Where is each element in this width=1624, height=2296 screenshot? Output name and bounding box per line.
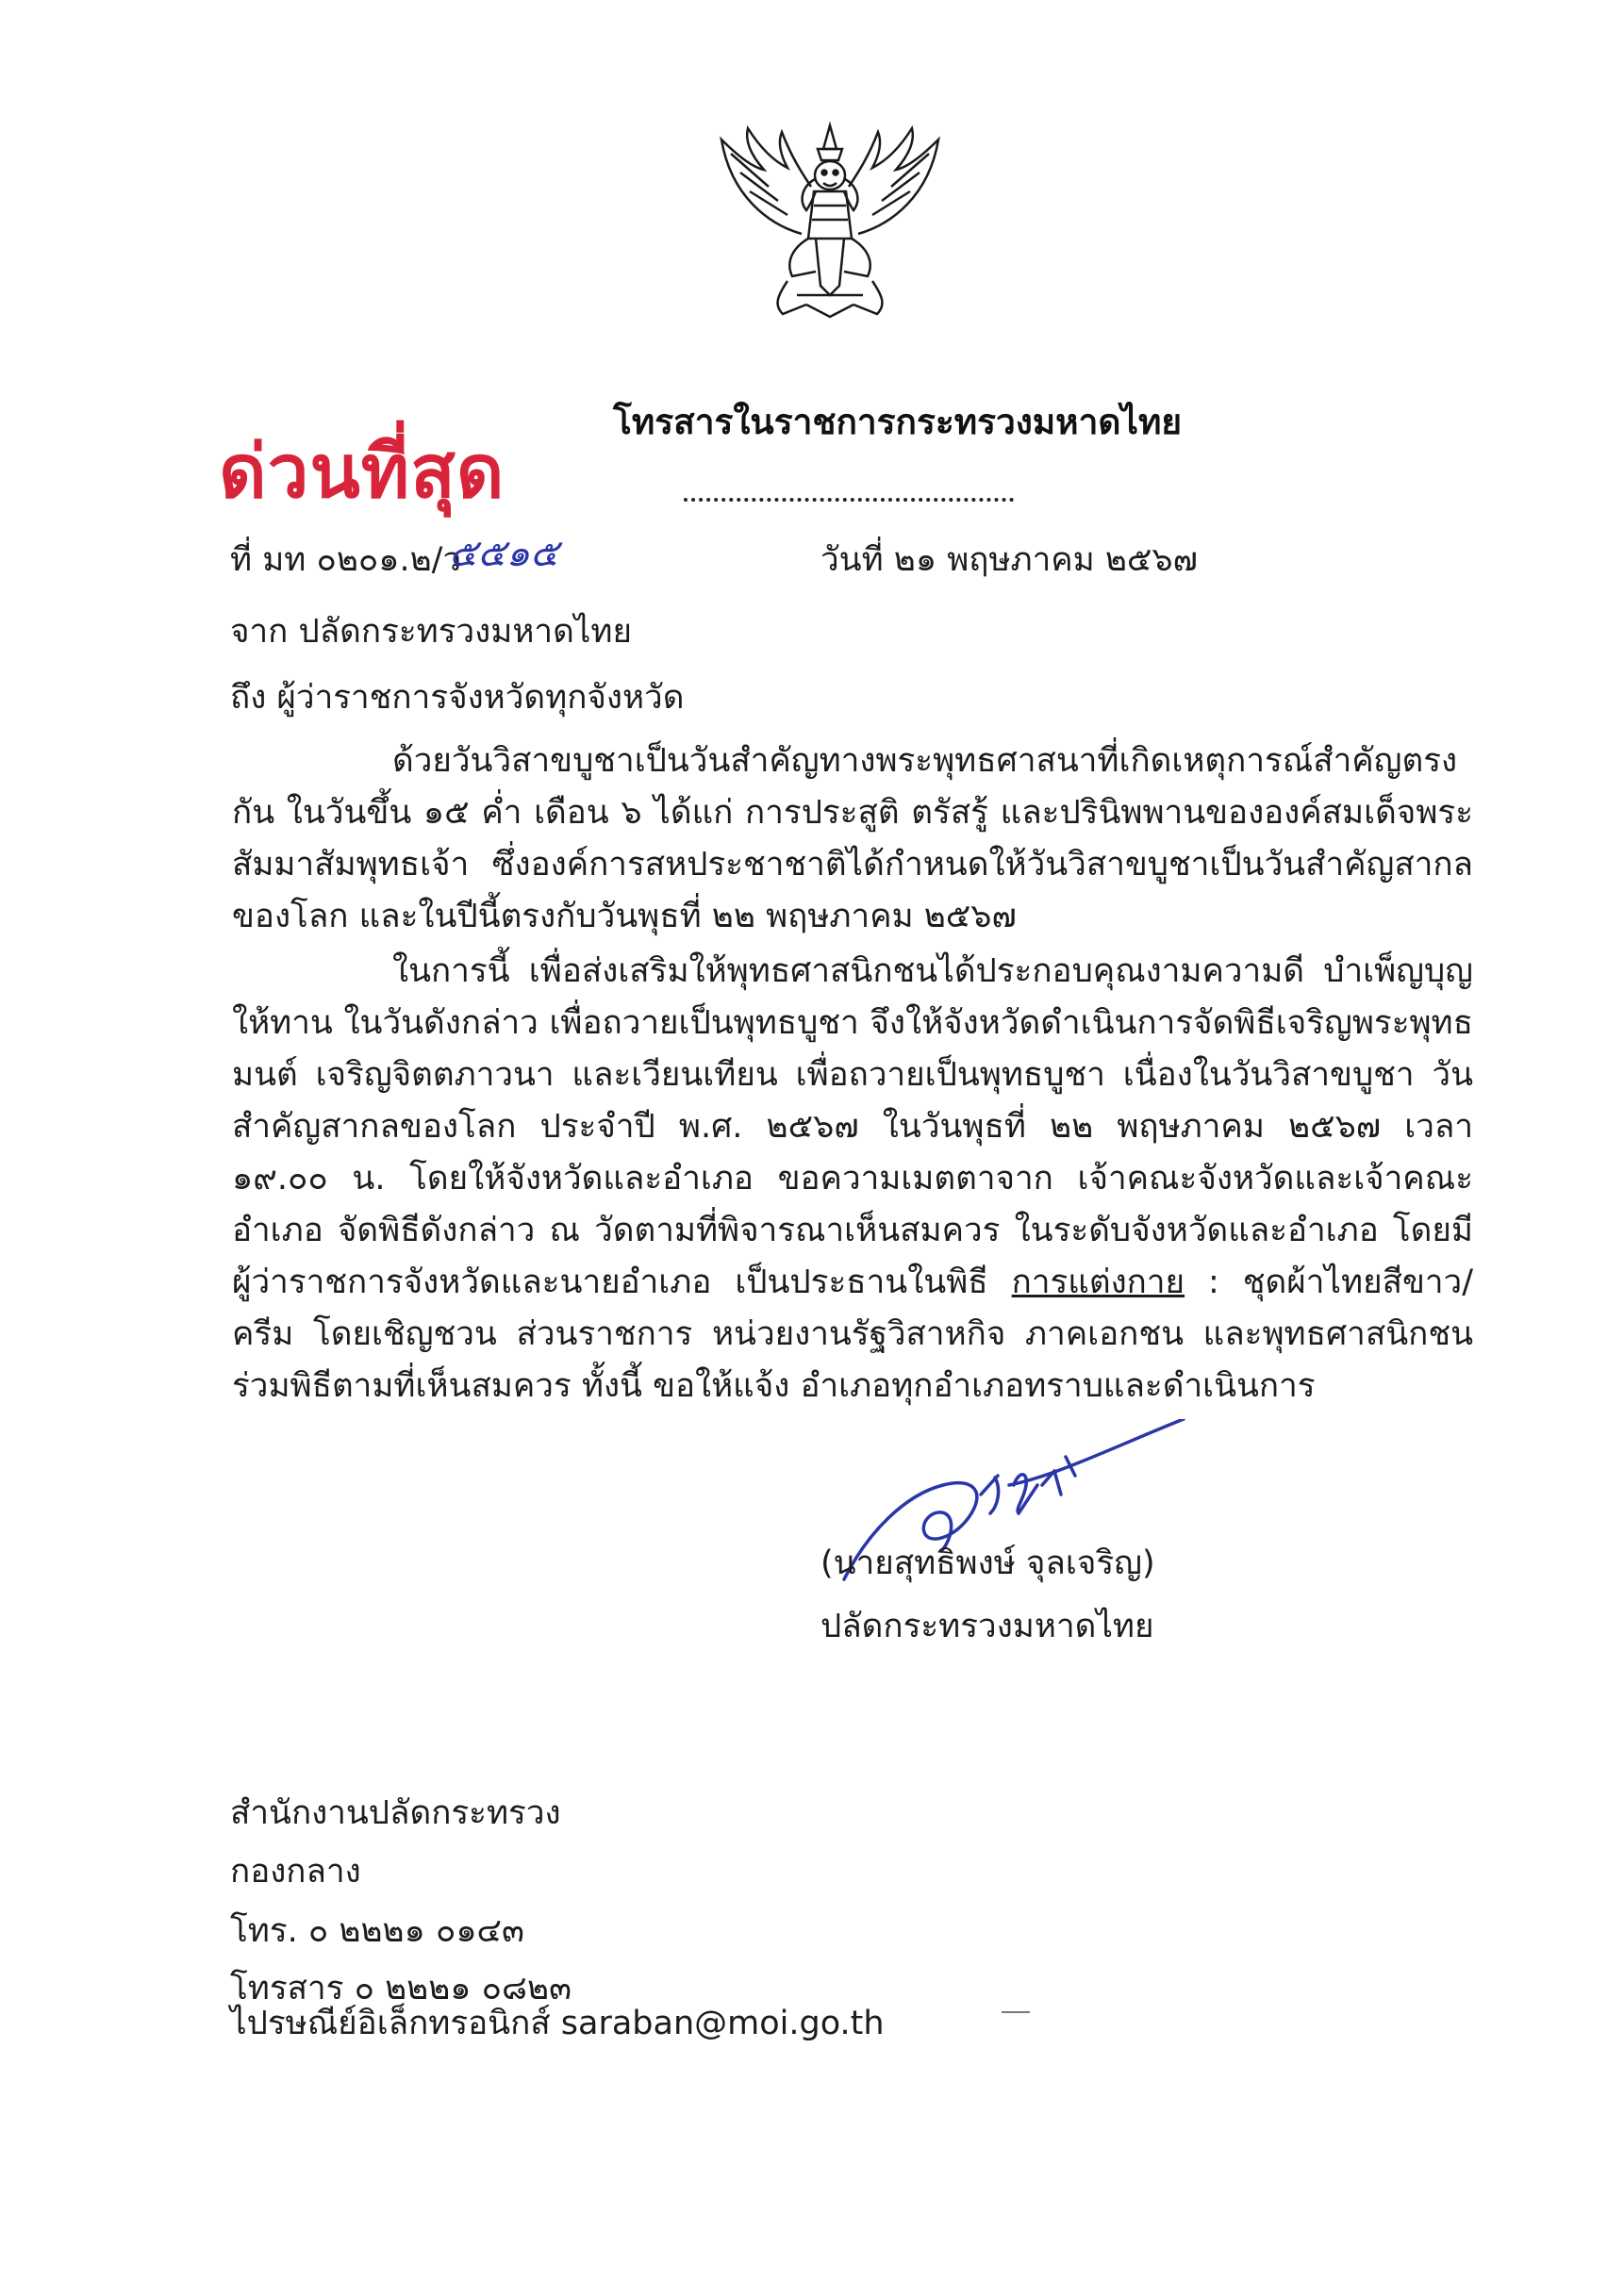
document-date: วันที่ ๒๑ พฤษภาคม ๒๕๖๗ [820, 541, 1198, 579]
signatory-position: ปลัดกระทรวงมหาดไทย [820, 1608, 1154, 1645]
body-paragraph-2 [232, 946, 1473, 1412]
from-line: จาก ปลัดกระทรวงมหาดไทย [230, 613, 632, 651]
signatory-name: (นายสุทธิพงษ์ จุลเจริญ) [820, 1544, 1155, 1582]
title-dotted-line [684, 498, 1014, 502]
urgency-stamp: ด่วนที่สุด [219, 429, 505, 515]
footer-phone: โทร. ๐ ๒๒๒๑ ๐๑๔๓ [230, 1912, 524, 1950]
document-type-title: โทรสารในราชการกระทรวงมหาดไทย [613, 402, 1183, 442]
reference-label: ที่ มท ๐๒๐๑.๒/ว [230, 541, 462, 579]
paragraph-2-part-b: : ชุดผ้าไทยสีขาว/ครีม โดยเชิญชวน ส่วนราชการ หน่วยงานรัฐวิสาหกิจ ภาคเอกชน และพุทธศาสนิกชนร่วมพิธีตามที่เห็นสมควร ทั้งนี้ ขอให้แจ้ง อำเภอทุกอำเภอทราบและดำเนินการ [232, 1264, 1473, 1405]
paragraph-2-part-a: ในการนี้ เพื่อส่งเสริมให้พุทธศาสนิกชนได้ประกอบคุณงามความดี บำเพ็ญบุญให้ทาน ในวันดังกล่าว เพื่อถวายเป็นพุทธบูชา จึงให้จังหวัดดำเนินการจัดพิธีเจริญพระพุทธมนต์ เจริญจิตตภาวนา และเวียนเทียน เพื่อถวายเป็นพุทธบูชา เนื่องในวันวิสาขบูชา วันสำคัญสากลของโลก ประจำปี พ.ศ. ๒๕๖๗ ในวันพุธที่ ๒๒ พฤษภาคม ๒๕๖๗ เวลา ๑๙.๐๐ น. โดยให้จังหวัดและอำเภอ ขอความเมตตาจาก เจ้าคณะจังหวัดและเจ้าคณะอำเภอ จัดพิธีดังกล่าว ณ วัดตามที่พิจารณาเห็นสมควร ในระดับจังหวัดและอำเภอ โดยมีผู้ว่าราชการจังหวัดและนายอำเภอ เป็นประธานในพิธี [232, 952, 1473, 1301]
footer-fax: โทรสาร ๐ ๒๒๒๑ ๐๘๒๓ [230, 1970, 572, 2007]
footer-office: สำนักงานปลัดกระทรวง [230, 1794, 561, 1832]
dress-code-label: การแต่งกาย [1011, 1264, 1185, 1301]
footer-division: กองกลาง [230, 1853, 361, 1891]
garuda-emblem-icon [712, 121, 948, 319]
reference-number-handwritten: ๕๕๑๕ [449, 532, 559, 575]
footer-email[interactable]: ไปรษณีย์อิเล็กทรอนิกส์ saraban@moi.go.th [230, 2005, 885, 2042]
to-line: ถึง ผู้ว่าราชการจังหวัดทุกจังหวัด [230, 679, 685, 717]
stray-mark [1002, 2011, 1030, 2013]
body-paragraph-1: ด้วยวันวิสาขบูชาเป็นวันสำคัญทางพระพุทธศาสนาที่เกิดเหตุการณ์สำคัญตรงกัน ในวันขึ้น ๑๕ ค่ำ เดือน ๖ ได้แก่ การประสูติ ตรัสรู้ และปรินิพพานขององค์สมเด็จพระสัมมาสัมพุทธเจ้า ซึ่งองค์การสหประชาชาติได้กำหนดให้วันวิสาขบูชาเป็นวันสำคัญสากลของโลก และในปีนี้ตรงกับวันพุธที่ ๒๒ พฤษภาคม ๒๕๖๗ [232, 742, 1473, 935]
